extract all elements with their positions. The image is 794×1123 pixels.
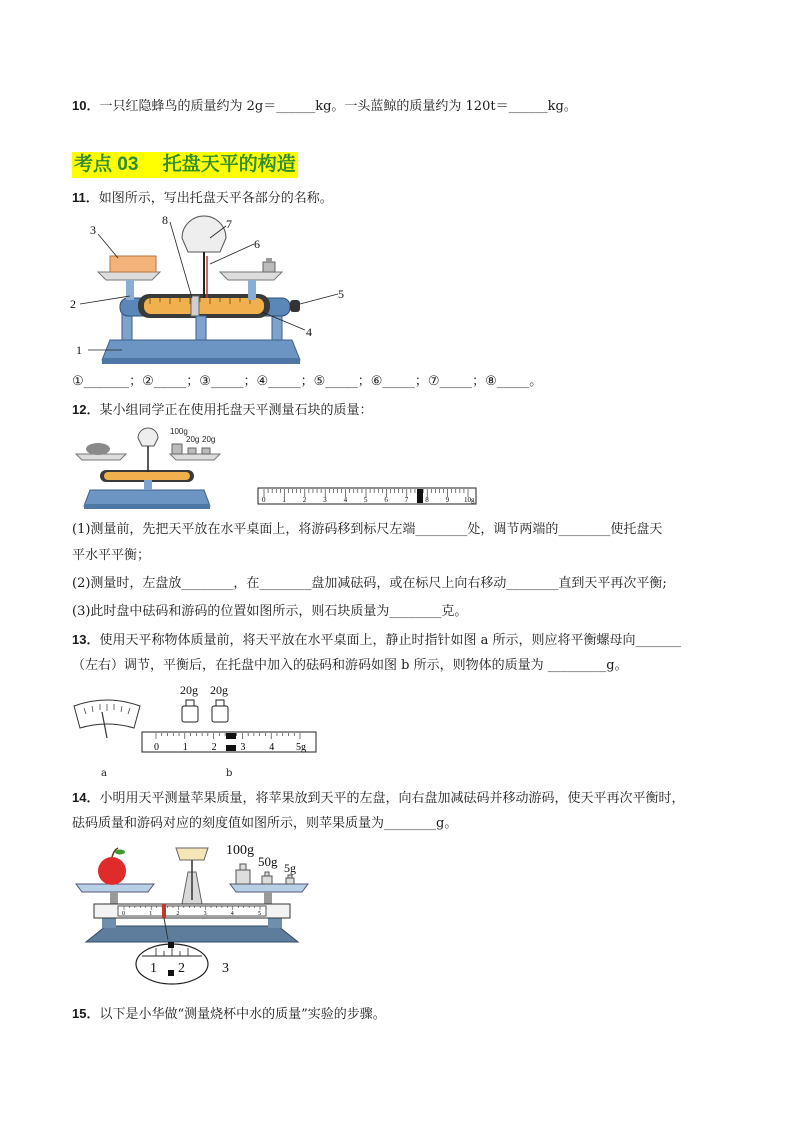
question-number: 12． xyxy=(72,402,100,417)
scale-tick-label: 3 xyxy=(203,911,207,917)
question-number: 15． xyxy=(72,1006,100,1021)
weights-and-scale-b xyxy=(142,682,318,756)
zoom-tick: 3 xyxy=(222,961,229,976)
scale-tick-label: 4 xyxy=(230,911,234,917)
question-number: 13． xyxy=(72,632,100,647)
section-header: 考点 03 托盘天平的构造 xyxy=(72,152,298,178)
question-12 xyxy=(72,400,372,421)
scale-tick-label: 10g xyxy=(464,496,475,504)
scale-tick-label: 5g xyxy=(296,742,306,753)
question-text: 以下是小华做“测量烧杯中水的质量”实验的步骤。 xyxy=(99,1007,386,1022)
scale-tick-label: 1 xyxy=(282,496,286,504)
question-13-line-2: （左右）调节，平衡后，在托盘中加入的砝码和游码如图 b 所示，则物体的质量为 _________g。 xyxy=(72,658,628,673)
question-text: 如图所示，写出托盘天平各部分的名称。 xyxy=(98,191,333,206)
scale-tick-label: 5 xyxy=(258,911,261,917)
question-number: 10． xyxy=(72,98,100,113)
question-14 xyxy=(72,788,684,809)
question-14-line-2: 砝码质量和游码对应的刻度值如图所示，则苹果质量为________g。 xyxy=(72,816,458,831)
rider xyxy=(417,489,423,503)
question-text: 一只红隐蜂鸟的质量约为 2g＝______kg。一头蓝鲸的质量约为 120t＝______kg。 xyxy=(99,99,577,114)
scale-tick-label: 4 xyxy=(269,742,275,753)
question-13 xyxy=(72,630,681,651)
part-label-2: 2 xyxy=(70,297,76,311)
question-12-part-1a: (1)测量前，先把天平放在水平桌面上，将游码移到标尺左端________处，调节两端的________使托盘天 xyxy=(72,522,663,537)
scale-tick-label: 2 xyxy=(176,911,180,917)
scale-tick-label: 7 xyxy=(404,496,409,504)
question-11 xyxy=(72,188,333,209)
question-number: 14． xyxy=(72,790,100,805)
question-12-part-1b: 平水平平衡； xyxy=(72,548,151,563)
part-label-5: 5 xyxy=(338,287,344,301)
question-15 xyxy=(72,1004,386,1025)
balance-diagram-q11 xyxy=(60,212,360,372)
weight-label: 100g xyxy=(170,427,188,436)
question-10 xyxy=(72,96,577,117)
question-text: 某小组同学正在使用托盘天平测量石块的质量： xyxy=(99,403,373,418)
weight-label: 5g xyxy=(284,861,296,875)
figure-label-b: b xyxy=(226,768,233,779)
part-label-6: 6 xyxy=(254,237,260,251)
question-number: 11． xyxy=(72,190,99,205)
weight-label: 20g xyxy=(180,683,198,697)
scale-tick-label: 8 xyxy=(425,496,429,504)
part-label-7: 7 xyxy=(226,217,232,231)
scale-tick-label: 5 xyxy=(364,496,368,504)
balance-diagram-q14 xyxy=(72,838,312,988)
scale-tick-label: 2 xyxy=(302,496,307,504)
pointer-gauge-a xyxy=(72,698,142,742)
scale-tick-label: 0 xyxy=(262,496,266,504)
scale-tick-label: 1 xyxy=(182,742,188,753)
question-12-part-3: (3)此时盘中砝码和游码的位置如图所示，则石块质量为________克。 xyxy=(72,604,468,619)
weight-label: 100g xyxy=(226,843,254,858)
scale-tick-label: 1 xyxy=(149,911,153,917)
scale-tick-label: 3 xyxy=(240,742,246,753)
question-text: 小明用天平测量苹果质量，将苹果放到天平的左盘，向右盘加减砝码并移动游码，使天平再次平衡时， xyxy=(99,791,685,806)
scale-tick-label: 6 xyxy=(384,496,388,504)
rider-scale-q12 xyxy=(258,488,478,508)
scale-tick-label: 0 xyxy=(154,742,159,753)
scale-tick-label: 0 xyxy=(122,911,125,917)
figure-label-a: a xyxy=(101,768,107,779)
part-label-8: 8 xyxy=(162,213,168,227)
weight-label: 20g xyxy=(186,435,200,444)
scale-tick-label: 9 xyxy=(445,496,450,504)
question-12-part-2: (2)测量时，左盘放________，在________盘加减砝码，或在标尺上向右移动________直到天平再次平衡; xyxy=(72,576,667,591)
balance-diagram-q12 xyxy=(72,424,222,514)
part-label-1: 1 xyxy=(76,343,82,357)
zoom-tick: 2 xyxy=(178,961,185,976)
part-label-4: 4 xyxy=(306,325,312,339)
zoom-tick: 1 xyxy=(150,961,157,976)
part-label-3: 3 xyxy=(90,223,96,237)
answer-blanks: ①_______；②_____；③_____；④_____；⑤_____；⑥_____；⑦_____；⑧_____。 xyxy=(72,374,543,389)
weight-label: 50g xyxy=(258,854,278,869)
scale-tick-label: 2 xyxy=(211,742,217,753)
question-text: 使用天平称物体质量前，将天平放在水平桌面上，静止时指针如图 a 所示，则应将平衡螺母向_______ xyxy=(99,633,681,648)
weight-label: 20g xyxy=(202,435,216,444)
scale-tick-label: 4 xyxy=(343,496,348,504)
scale-tick-label: 3 xyxy=(323,496,327,504)
weight-label: 20g xyxy=(210,683,228,697)
